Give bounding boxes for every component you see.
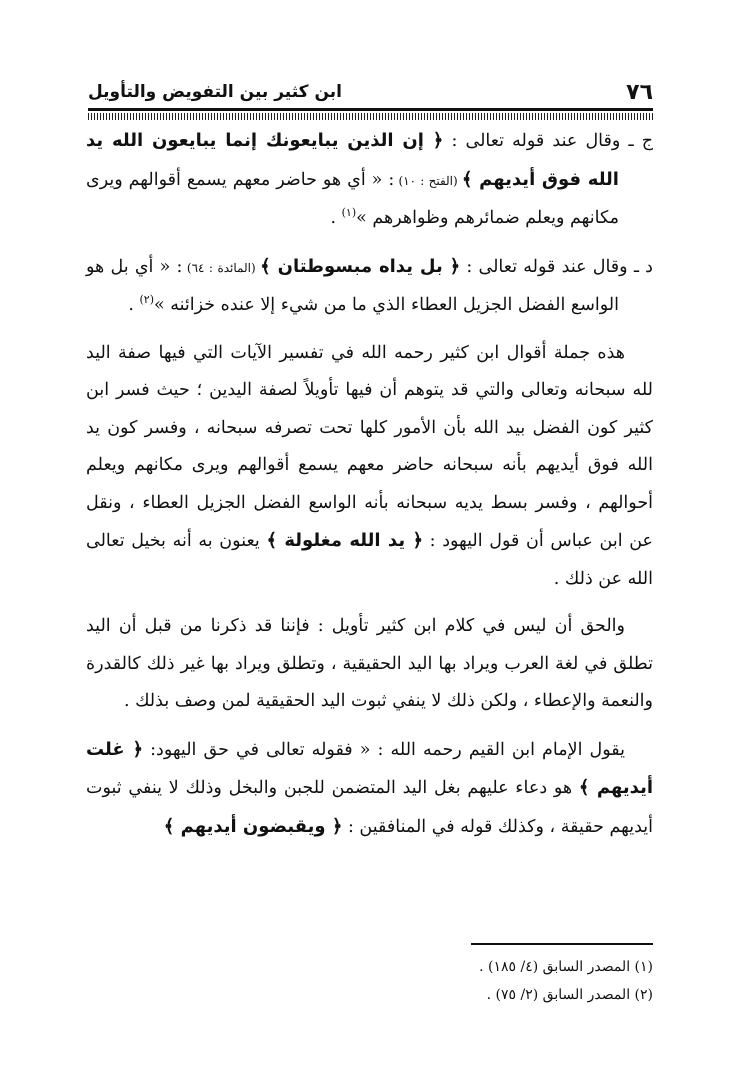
summary-text-end: يعنون به أنه بخيل تعالى الله عن ذلك . [86, 531, 653, 589]
paragraph-truth: والحق أن ليس في كلام ابن كثير تأويل : فإننا قد ذكرنا من قبل أن اليد تطلق في لغة العرب ويراد بها اليد الحقيقية ، وتطلق ويراد بها غير ذلك كالقدرة والنعمة والإعطاء ، ولكن ذلك لا ينفي ثبوت اليد الحقيقية لمن وصف بذلك . [86, 616, 653, 711]
footnotes [86, 953, 653, 1009]
item-d-end: . [128, 295, 140, 315]
item-j-prefix: ج ـ وقال عند قوله تعالى : [443, 131, 654, 151]
ibn-qayyim-text: يقول الإمام ابن القيم رحمه الله : « فقوله تعالى في حق اليهود: [143, 739, 625, 760]
summary-text: هذه جملة أقوال ابن كثير رحمه الله في تفسير الآيات التي فيها صفة اليد لله سبحانه وتعالى والتي قد يتوهم أن فيها تأويلاً لصفة اليدين ؛ حيث فسر ابن كثير كون الفضل بيد الله بأن الأمور كلها تحت تصرفه سبحانه ، وفسر كون يد الله فوق أيديهم بأنه سبحانه حاضر معهم يسمع أقوالهم ويرى مكانهم ويعلم أحوالهم ، وفسر بسط يديه سبحانه بأنه الواسع الفضل الجزيل العطاء ، ونقل عن ابن عباس أن قول اليهود : [86, 342, 654, 551]
paragraph-summary [86, 335, 653, 599]
summary-verse: ﴿ يد الله مغلولة ﴾ [266, 530, 423, 551]
footnote-2: (٢) المصدر السابق (٢/ ٧٥) . [486, 987, 653, 1003]
item-d-ref: (المائدة : ٦٤) [182, 260, 261, 275]
ibn-qayyim-verse-2: ﴿ ويقبضون أيديهم ﴾ [163, 815, 343, 837]
footnote-marker-2: (٢) [139, 293, 154, 307]
item-j-ref: (الفتح : ١٠) [394, 173, 462, 188]
ibn-qayyim-text-middle: هو دعاء عليهم بغل اليد المتضمن للجبن والبخل وذلك لا ينفي ثبوت أيديهم حقيقة ، وكذلك قوله في المنافقين : [86, 778, 653, 837]
header-rule [88, 108, 653, 111]
item-j-verse: ﴿ إن الذين يبايعونك إنما يبايعون الله يد الله فوق أيديهم ﴾ [86, 130, 619, 190]
item-d-text: : « أي بل هو الواسع الفضل الجزيل العطاء الذي ما من شيء إلا عنده خزائنه » [86, 256, 619, 315]
paragraph-ibn-qayyim [86, 731, 653, 847]
paragraph-item-j [86, 122, 653, 238]
item-j-text: : « أي هو حاضر معهم يسمع أقوالهم ويرى مكانهم ويعلم ضمائرهم وظواهرهم » [86, 169, 619, 228]
footnote-marker-1: (١) [341, 206, 357, 220]
page-header [88, 78, 653, 106]
ibn-qayyim-verse-1: ﴿ غلت أيديهم ﴾ [86, 738, 653, 798]
footnote-1: (١) المصدر السابق (٤/ ١٨٥) . [479, 959, 653, 975]
item-j-end: . [330, 208, 342, 228]
footnote-separator [471, 943, 653, 945]
header-hatched-rule [88, 113, 653, 120]
page-number: ٧٦ [626, 79, 653, 105]
running-title: ابن كثير بين التفويض والتأويل [88, 82, 342, 102]
paragraph-item-d [86, 248, 653, 325]
item-d-prefix: د ـ وقال عند قوله تعالى : [460, 256, 653, 277]
page-body [86, 122, 653, 856]
item-d-verse: ﴿ بل يداه مبسوطتان ﴾ [260, 255, 461, 277]
